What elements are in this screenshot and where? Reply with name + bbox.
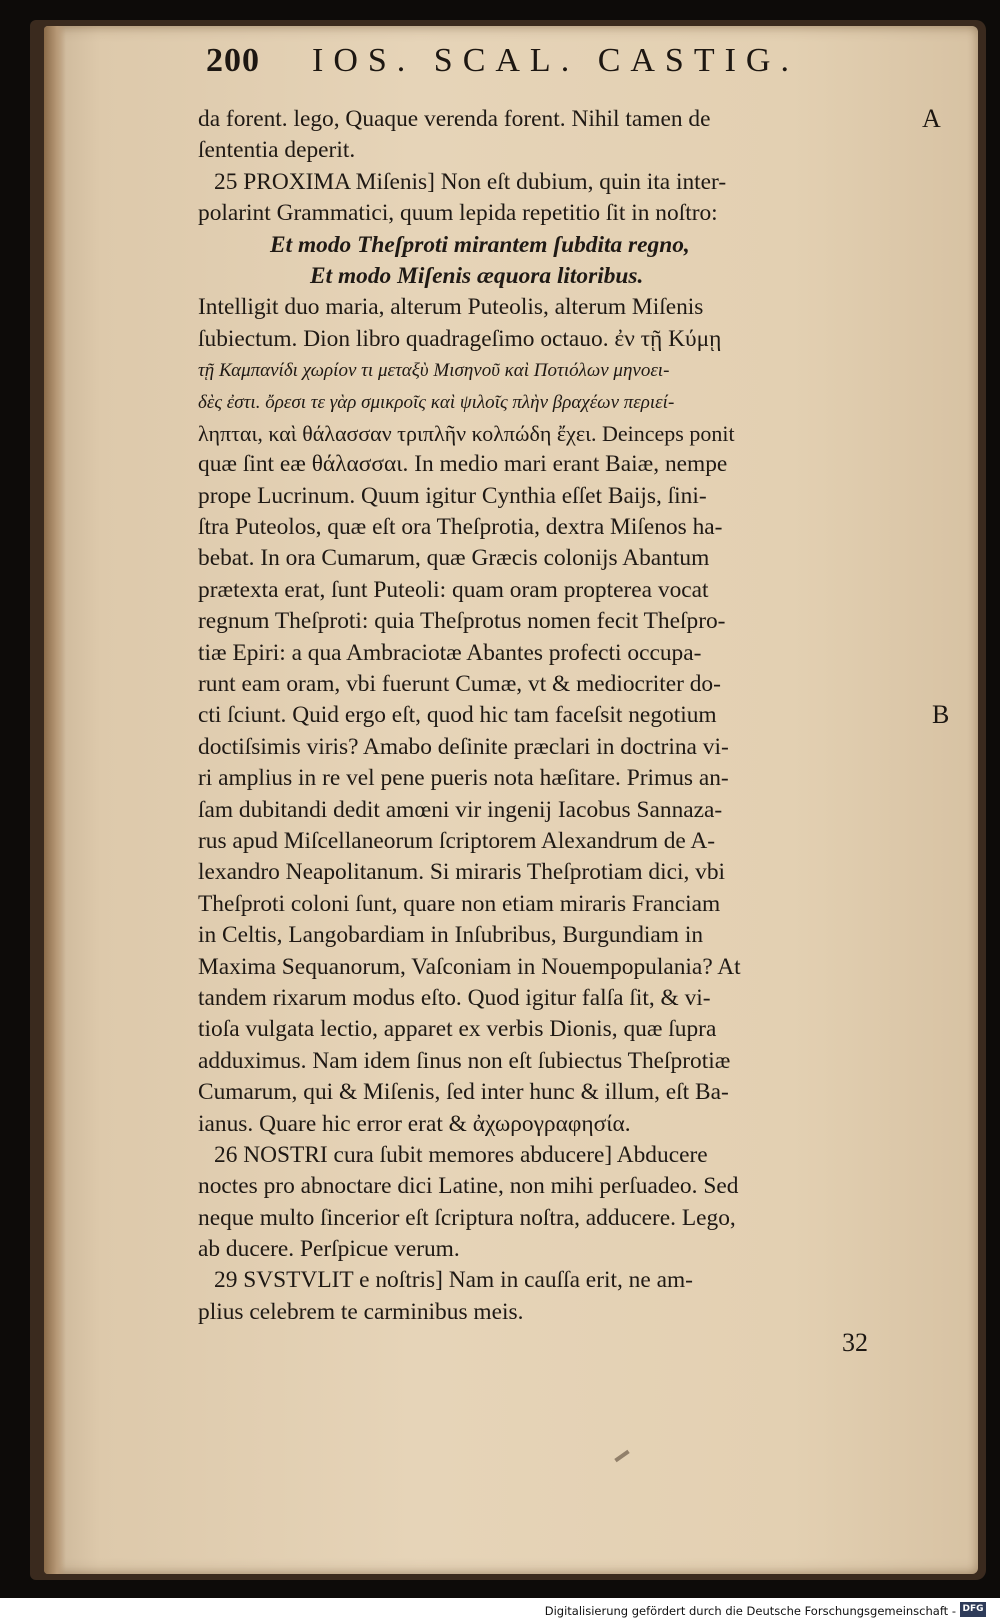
verse-line: Et modo Theſproti mirantem ſubdita regno, — [270, 231, 690, 258]
text-line: rus apud Miſcellaneorum ſcriptorem Alexandrum de A- — [198, 827, 716, 854]
text-line: lexandro Neapolitanum. Si miraris Theſprotiam dici, vbi — [198, 859, 726, 886]
text-line: ſententia deperit. — [198, 137, 356, 164]
body-text — [198, 104, 918, 1328]
text-line: bebat. In ora Cumarum, quæ Græcis colonijs Abantum — [198, 545, 710, 572]
text-line: regnum Theſproti: quia Theſprotus nomen fecit Theſpro- — [198, 608, 726, 635]
text-line: da forent. lego, Quaque verenda forent. Nihil tamen de — [198, 106, 711, 132]
text-line: ſam dubitandi dedit amœni vir ingenij Iacobus Sannaza- — [198, 796, 723, 823]
running-header — [162, 40, 922, 84]
text-line: prope Lucrinum. Quum igitur Cynthia eſſet Baijs, ſini- — [198, 482, 707, 509]
verse-line: Et modo Miſenis æquora litoribus. — [310, 262, 644, 289]
text-line: ſubiectum. Dion libro quadrageſimo octauo. ἐν τῇ Κύμῃ — [198, 325, 722, 352]
text-line: tioſa vulgata lectio, apparet ex verbis Dionis, quæ ſupra — [198, 1016, 717, 1043]
text-line: prætexta erat, ſunt Puteoli: quam oram propterea vocat — [198, 576, 709, 603]
greek-line: τῇ Καμπανίδι χωρίον τι μεταξὺ Μισηνοῦ καὶ Ποτιόλων μηνοει- — [198, 360, 670, 382]
greek-line: δὲς ἐστι. ὄρεσι τε γὰρ σμικροῖς καὶ ψιλοῖς πλὴν βραχέων περιεί- — [198, 391, 675, 413]
text-line: in Celtis, Langobardiam in Inſubribus, Burgundiam in — [198, 922, 704, 949]
text-line: ſtra Puteolos, quæ eſt ora Theſprotia, dextra Miſenos ha- — [198, 514, 723, 541]
text-line: Intelligit duo maria, alterum Puteolis, alterum Miſenis — [198, 294, 704, 321]
text-line: ληπται, καὶ θάλασσαν τριπλῆν κολπώδη ἔχει. Deinceps ponit — [198, 420, 735, 446]
text-line: ri amplius in re vel pene pueris nota hæſitare. Primus an- — [198, 765, 729, 792]
text-line: tandem rixarum modus eſto. Quod igitur falſa ſit, & vi- — [198, 984, 711, 1011]
text-line: polarint Grammatici, quum lepida repetitio ſit in noſtro: — [198, 200, 718, 227]
text-line: runt eam oram, vbi fuerunt Cumæ, vt & mediocriter do- — [198, 671, 721, 698]
signature-mark: 32 — [842, 1328, 868, 1357]
text-line: plius celebrem te carminibus meis. — [198, 1298, 524, 1325]
text-line: 25 PROXIMA Miſenis] Non eſt dubium, quin ita inter- — [214, 168, 727, 195]
text-line: adduximus. Nam idem ſinus non eſt ſubiectus Theſprotiæ — [198, 1047, 731, 1074]
dfg-logo: DFG — [960, 1602, 986, 1617]
text-line: Maxima Sequanorum, Vaſconiam in Nouempopulania? At — [198, 953, 741, 980]
text-line: cti ſciunt. Quid ergo eſt, quod hic tam faceſsit negotium — [198, 702, 717, 729]
text-line: quæ ſint eæ θάλασσαι. In medio mari erant Baiæ, nempe — [198, 451, 728, 478]
text-line: Cumarum, qui & Miſenis, ſed inter hunc & illum, eſt Ba- — [198, 1079, 729, 1106]
text-line: ab ducere. Perſpicue verum. — [198, 1236, 460, 1263]
page-gutter — [44, 26, 66, 1574]
text-line: neque multo ſincerior eſt ſcriptura noſtra, adducere. Lego, — [198, 1204, 736, 1231]
page-number: 200 — [206, 42, 260, 79]
text-line: ianus. Quare hic error erat & ἀχωρογραφησία. — [198, 1110, 631, 1137]
margin-letter-a: A — [922, 104, 941, 133]
text-line: Theſproti coloni ſunt, quare non etiam miraris Franciam — [198, 890, 721, 917]
text-line: doctiſsimis viris? Amabo deſinite præclari in doctrina vi- — [198, 733, 729, 760]
text-line: tiæ Epiri: a qua Ambraciotæ Abantes profecti occupa- — [198, 639, 702, 666]
digitization-credit: Digitalisierung gefördert durch die Deutsche Forschungsgemeinschaft - — [544, 1604, 956, 1618]
text-line: noctes pro abnoctare dici Latine, non mihi perſuadeo. Sed — [198, 1173, 739, 1200]
text-line: 29 SVSTVLIT e noſtris] Nam in cauſſa erit, ne am- — [214, 1267, 693, 1294]
running-title: IOS. SCAL. CASTIG. — [312, 42, 799, 79]
text-line: 26 NOSTRI cura ſubit memores abducere] Abducere — [214, 1141, 708, 1168]
margin-letter-b: B — [932, 700, 950, 729]
